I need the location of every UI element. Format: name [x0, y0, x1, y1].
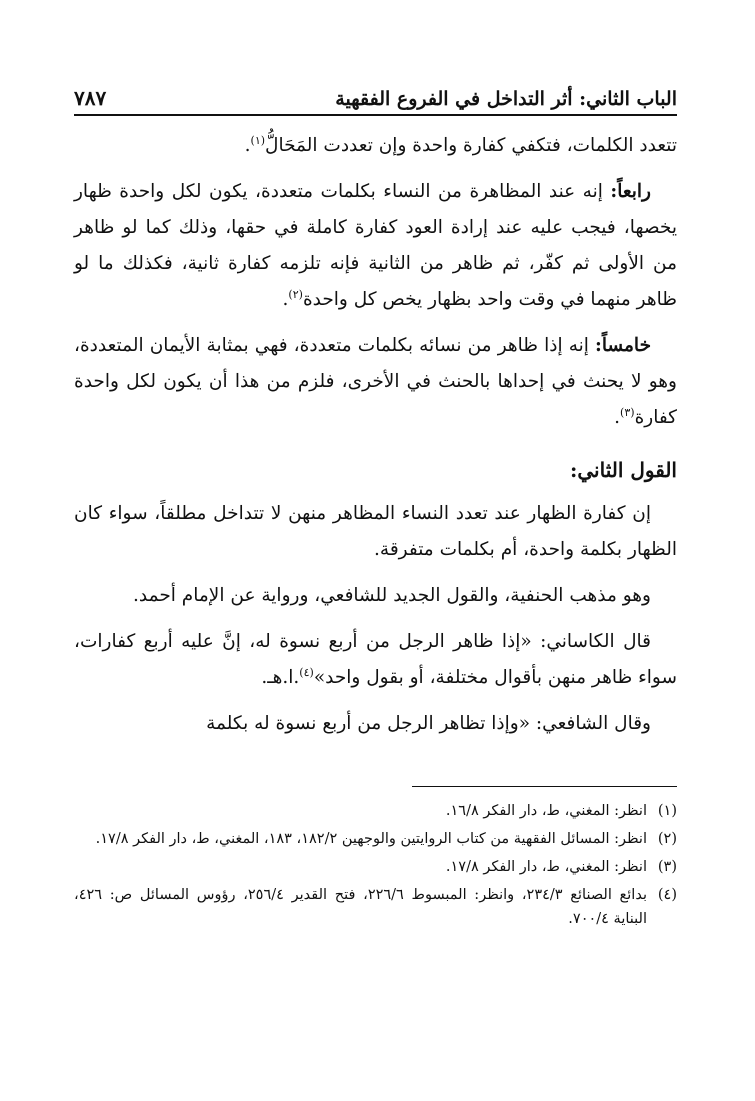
running-header	[74, 80, 677, 116]
paragraph-1-end: .	[244, 135, 251, 156]
footnote-ref-1[interactable]: (١)	[250, 133, 266, 147]
page-number: ٧٨٧	[74, 86, 107, 110]
paragraph-3	[74, 328, 677, 436]
footnote-text: انظر: المغني، ط، دار الفكر ١٧/٨.	[445, 859, 647, 875]
paragraph-6-text: قال الكاساني: «إذا ظاهر الرجل من أربع نسوة له، إنَّ عليه أربع كفارات، سواء ظاهر منهن بأقوال مختلفة، أو بقول واحد»	[74, 631, 677, 688]
footnote-item	[74, 827, 677, 851]
paragraph-3-text: إنه إذا ظاهر من نسائه بكلمات متعددة، فهي بمثابة الأيمان المتعددة، وهو لا يحنث في إحداها بالحنث في الأخرى، فلزم من هذا أن يكون لكل واحدة كفارة	[74, 335, 677, 428]
footnote-ref-2[interactable]: (٢)	[288, 287, 303, 301]
footnote-text: انظر: المسائل الفقهية من كتاب الروايتين والوجهين ١٨٢/٢، ١٨٣، المغني، ط، دار الفكر ١٧/٨.	[95, 831, 647, 847]
paragraph-2-text: إنه عند المظاهرة من النساء بكلمات متعددة، يكون لكل واحدة ظهار يخصها، فيجب عليه عند إرادة العود كفارة كاملة في حقها، وذلك كما لو ظاهر من الأولى ثم كفّر، ثم ظاهر من الثانية فإنه تلزمه كفارة ثانية، فكذلك ما لو ظاهر منهما في وقت واحد بظهار يخص كل واحدة	[74, 181, 677, 310]
footnote-number: (٣)	[657, 859, 677, 875]
book-page	[74, 80, 677, 935]
footnote-number: (٢)	[657, 831, 677, 847]
footnote-item	[74, 799, 677, 823]
paragraph-3-lead: خامساً:	[595, 335, 651, 356]
footnote-text: انظر: المغني، ط، دار الفكر ١٦/٨.	[445, 803, 647, 819]
main-text	[74, 128, 677, 742]
footnote-number: (١)	[657, 803, 677, 819]
paragraph-1	[74, 128, 677, 164]
paragraph-6	[74, 624, 677, 696]
footnote-text: بدائع الصنائع ٢٣٤/٣، وانظر: المبسوط ٢٢٦/٦، فتح القدير ٢٥٦/٤، رؤوس المسائل ص: ٤٢٦، البناية ٧٠٠/٤.	[74, 887, 647, 927]
paragraph-2-end: .	[282, 289, 289, 310]
footnote-ref-4[interactable]: (٤)	[299, 665, 314, 679]
footnote-divider	[412, 786, 677, 787]
section-heading: القول الثاني:	[570, 458, 677, 482]
paragraph-3-end: .	[614, 407, 621, 428]
paragraph-2-lead: رابعاً:	[610, 181, 651, 202]
footnote-item	[74, 883, 677, 931]
paragraph-4: إن كفارة الظهار عند تعدد النساء المظاهر منهن لا تتداخل مطلقاً، سواء كان الظهار بكلمة واحدة، أم بكلمات متفرقة.	[74, 503, 677, 560]
paragraph-5: وهو مذهب الحنفية، والقول الجديد للشافعي، ورواية عن الإمام أحمد.	[133, 585, 651, 606]
chapter-title: الباب الثاني: أثر التداخل في الفروع الفقهية	[335, 88, 677, 110]
footnote-item	[74, 855, 677, 879]
footnote-number: (٤)	[657, 887, 677, 903]
paragraph-2	[74, 174, 677, 318]
footnote-ref-3[interactable]: (٣)	[620, 405, 635, 419]
paragraph-7: وقال الشافعي: «وإذا تظاهر الرجل من أربع نسوة له بكلمة	[206, 713, 651, 734]
footnotes	[74, 799, 677, 931]
paragraph-6-end: .ا.هـ.	[261, 667, 300, 688]
paragraph-1-text: تتعدد الكلمات، فتكفي كفارة واحدة وإن تعددت المَحَالُّ	[265, 135, 677, 156]
